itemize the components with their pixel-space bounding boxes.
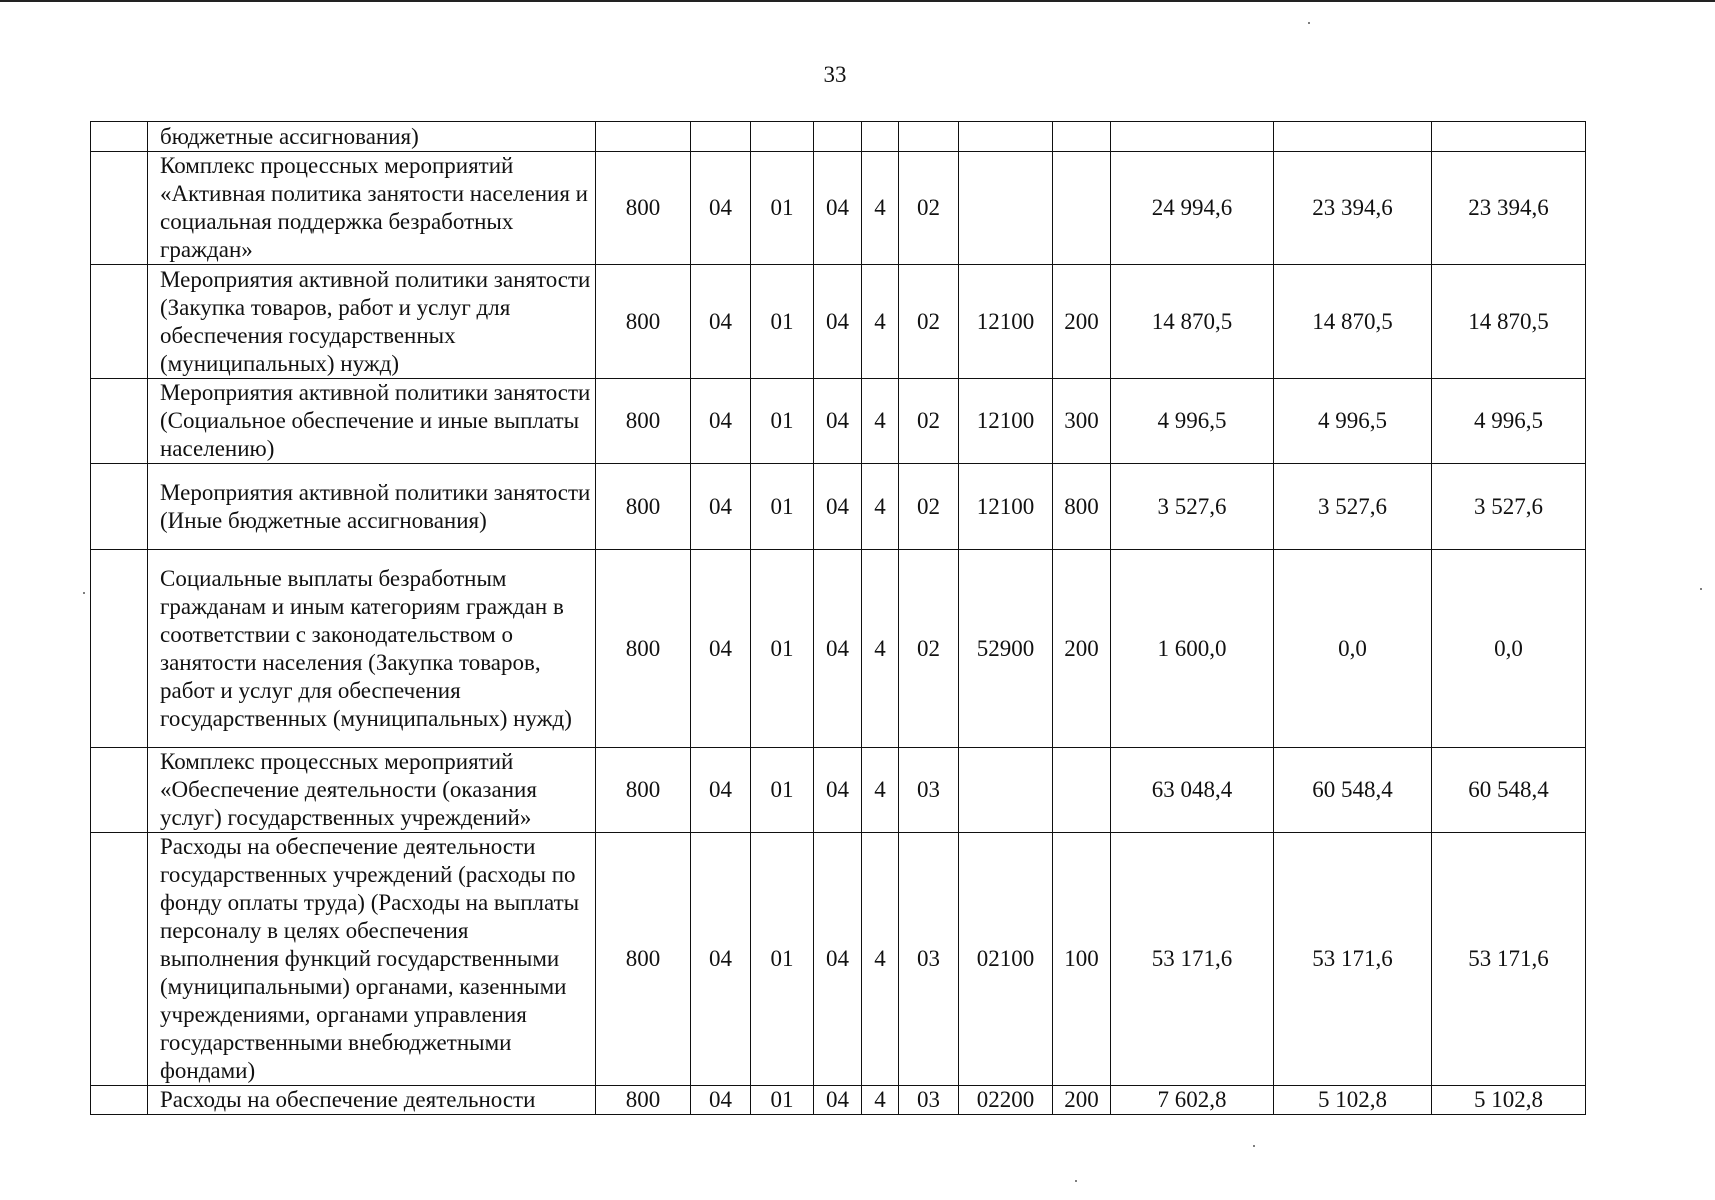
cell-cs4: 02200 [959,1086,1053,1115]
cell-rz: 04 [691,464,751,550]
cell-cs1: 04 [814,464,862,550]
cell-year1: 24 994,6 [1111,152,1274,265]
cell-year2: 14 870,5 [1274,265,1432,379]
cell-cs2: 4 [862,379,899,464]
cell-year1: 1 600,0 [1111,550,1274,748]
cell-rz: 04 [691,833,751,1086]
cell-year3: 0,0 [1432,550,1586,748]
cell-vr: 200 [1053,550,1111,748]
table-row [91,1086,1586,1115]
cell-vr: 200 [1053,1086,1111,1115]
table-row [91,550,1586,748]
empty-cell [91,379,148,464]
cell-rz: 04 [691,748,751,833]
cell-cs3: 02 [899,550,959,748]
cell-cs2: 4 [862,265,899,379]
empty-cell [91,550,148,748]
cell-cs3: 02 [899,464,959,550]
cell-cs2: 4 [862,1086,899,1115]
cell-year2 [1274,122,1432,152]
cell-year2: 0,0 [1274,550,1432,748]
table-row [91,265,1586,379]
cell-cs1: 04 [814,748,862,833]
cell-rz: 04 [691,1086,751,1115]
cell-year1: 7 602,8 [1111,1086,1274,1115]
table-row [91,152,1586,265]
row-name: Мероприятия активной политики занятости (Иные бюджетные ассигнования) [148,464,596,550]
cell-year3: 60 548,4 [1432,748,1586,833]
scan-speck [1700,588,1702,590]
empty-cell [91,1086,148,1115]
cell-pr: 01 [751,265,814,379]
empty-cell [91,265,148,379]
cell-cs4: 12100 [959,464,1053,550]
cell-cs2: 4 [862,152,899,265]
cell-gr [596,122,691,152]
row-name: Расходы на обеспечение деятельности [148,1086,596,1115]
cell-rz: 04 [691,152,751,265]
page-number: 33 [823,62,847,87]
cell-year1 [1111,122,1274,152]
cell-year1: 14 870,5 [1111,265,1274,379]
row-name: Мероприятия активной политики занятости (Социальное обеспечение и иные выплаты населению) [148,379,596,464]
scan-speck [83,592,85,594]
cell-cs4: 12100 [959,265,1053,379]
cell-cs2 [862,122,899,152]
empty-cell [91,748,148,833]
cell-cs2: 4 [862,833,899,1086]
cell-pr: 01 [751,1086,814,1115]
cell-gr: 800 [596,152,691,265]
cell-year2: 23 394,6 [1274,152,1432,265]
cell-pr: 01 [751,833,814,1086]
cell-vr: 200 [1053,265,1111,379]
empty-cell [91,464,148,550]
cell-pr: 01 [751,550,814,748]
cell-year2: 5 102,8 [1274,1086,1432,1115]
cell-cs4: 52900 [959,550,1053,748]
cell-cs3: 02 [899,152,959,265]
cell-pr: 01 [751,464,814,550]
cell-gr: 800 [596,265,691,379]
cell-pr [751,122,814,152]
row-name: Комплекс процессных мероприятий «Активная политика занятости населения и социальная поддержка безработных граждан» [148,152,596,265]
cell-gr: 800 [596,550,691,748]
cell-cs1: 04 [814,265,862,379]
cell-cs4 [959,122,1053,152]
cell-gr: 800 [596,464,691,550]
cell-cs3: 03 [899,748,959,833]
cell-cs2: 4 [862,748,899,833]
cell-year3: 3 527,6 [1432,464,1586,550]
cell-cs1: 04 [814,833,862,1086]
cell-year1: 3 527,6 [1111,464,1274,550]
cell-vr [1053,122,1111,152]
cell-cs1: 04 [814,379,862,464]
cell-year2: 53 171,6 [1274,833,1432,1086]
cell-rz [691,122,751,152]
cell-year1: 4 996,5 [1111,379,1274,464]
cell-rz: 04 [691,379,751,464]
row-name: бюджетные ассигнования) [148,122,596,152]
cell-vr: 100 [1053,833,1111,1086]
cell-cs1: 04 [814,1086,862,1115]
cell-cs3: 02 [899,379,959,464]
cell-gr: 800 [596,833,691,1086]
row-name: Расходы на обеспечение деятельности государственных учреждений (расходы по фонду оплаты труда) (Расходы на выплаты персоналу в целях обеспечения выполнения функций государственными (муниципальными) органами, казенными учреждениями, органами управления государственными внебюджетными фондами) [148,833,596,1086]
cell-vr: 300 [1053,379,1111,464]
cell-cs3: 02 [899,265,959,379]
cell-cs3: 03 [899,833,959,1086]
cell-rz: 04 [691,265,751,379]
table-row [91,379,1586,464]
cell-cs3 [899,122,959,152]
row-name: Социальные выплаты безработным гражданам и иным категориям граждан в соответствии с законодательством о занятости населения (Закупка товаров, работ и услуг для обеспечения государственных (муниципальных) нужд) [148,550,596,748]
cell-year2: 3 527,6 [1274,464,1432,550]
scan-speck [1075,1180,1077,1182]
table-row [91,748,1586,833]
cell-gr: 800 [596,379,691,464]
cell-cs4: 12100 [959,379,1053,464]
cell-vr [1053,152,1111,265]
scan-speck [1253,1145,1255,1147]
cell-cs4 [959,748,1053,833]
cell-year2: 60 548,4 [1274,748,1432,833]
cell-cs1: 04 [814,152,862,265]
row-name: Комплекс процессных мероприятий «Обеспечение деятельности (оказания услуг) государственных учреждений» [148,748,596,833]
cell-year3: 14 870,5 [1432,265,1586,379]
cell-year3: 5 102,8 [1432,1086,1586,1115]
cell-gr: 800 [596,1086,691,1115]
cell-pr: 01 [751,748,814,833]
cell-cs3: 03 [899,1086,959,1115]
cell-cs1: 04 [814,550,862,748]
cell-year1: 63 048,4 [1111,748,1274,833]
cell-year3: 23 394,6 [1432,152,1586,265]
cell-year2: 4 996,5 [1274,379,1432,464]
row-name: Мероприятия активной политики занятости (Закупка товаров, работ и услуг для обеспечения государственных (муниципальных) нужд) [148,265,596,379]
cell-vr: 800 [1053,464,1111,550]
cell-year1: 53 171,6 [1111,833,1274,1086]
scan-speck [1308,22,1310,24]
cell-cs2: 4 [862,464,899,550]
table-row [91,464,1586,550]
top-rule [0,0,1715,2]
table-row [91,122,1586,152]
cell-pr: 01 [751,152,814,265]
budget-table [90,121,1586,1115]
cell-year3 [1432,122,1586,152]
cell-rz: 04 [691,550,751,748]
cell-year3: 53 171,6 [1432,833,1586,1086]
cell-cs1 [814,122,862,152]
table-row [91,833,1586,1086]
cell-year3: 4 996,5 [1432,379,1586,464]
cell-gr: 800 [596,748,691,833]
cell-cs4: 02100 [959,833,1053,1086]
cell-vr [1053,748,1111,833]
cell-cs2: 4 [862,550,899,748]
empty-cell [91,152,148,265]
cell-pr: 01 [751,379,814,464]
cell-cs4 [959,152,1053,265]
empty-cell [91,122,148,152]
empty-cell [91,833,148,1086]
